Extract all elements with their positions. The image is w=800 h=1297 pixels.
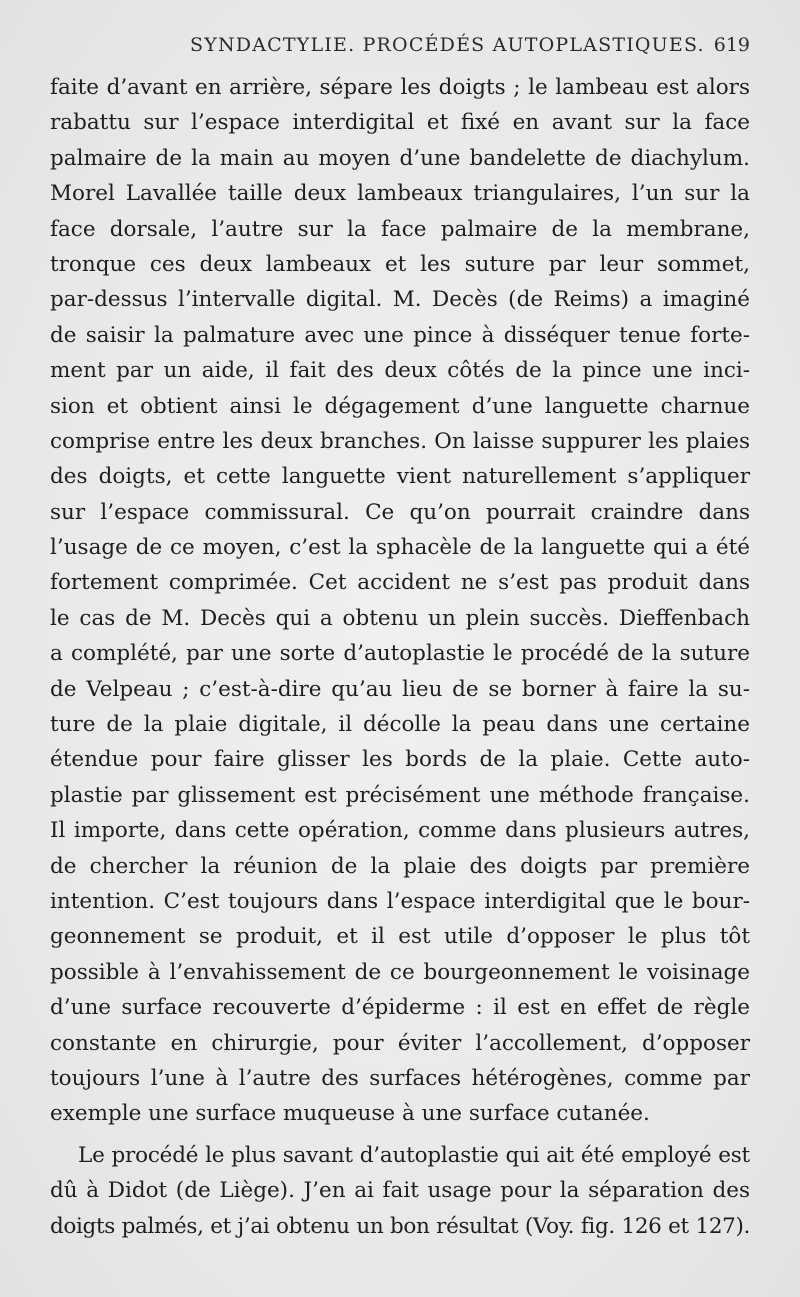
body-text: [50, 70, 750, 1244]
text-line: fortement comprimée. Cet accident ne s’est pas produit dans: [50, 570, 750, 596]
text-line: sur l’espace commissural. Ce qu’on pourrait craindre dans: [50, 499, 750, 525]
text-line: par-dessus l’intervalle digital. M. Decès (de Reims) a imaginé: [50, 287, 750, 313]
text-line: d’une surface recouverte d’épiderme : il est en effet de règle: [50, 995, 750, 1021]
text-line: le cas de M. Decès qui a obtenu un plein succès. Dieffenbach: [50, 605, 750, 631]
text-line: de chercher la réunion de la plaie des doigts par première: [50, 853, 750, 879]
text-line: étendue pour faire glisser les bords de la plaie. Cette auto-: [50, 747, 750, 773]
running-head: SYNDACTYLIE. PROCÉDÉS AUTOPLASTIQUES.: [190, 34, 705, 56]
text-line: toujours l’une à l’autre des surfaces hétérogènes, comme par: [50, 1065, 750, 1091]
text-line: de Velpeau ; c’est-à-dire qu’au lieu de se borner à faire la su-: [50, 676, 750, 702]
text-line: des doigts, et cette languette vient naturellement s’appliquer: [50, 464, 750, 490]
text-line: Le procédé le plus savant d’autoplastie qui ait été employé est: [78, 1142, 750, 1168]
text-line: comprise entre les deux branches. On laisse suppurer les plaies: [50, 428, 750, 454]
text-line: Morel Lavallée taille deux lambeaux triangulaires, l’un sur la: [50, 181, 750, 207]
text-line: ture de la plaie digitale, il décolle la peau dans une certaine: [50, 712, 750, 738]
paragraph-2: [50, 1138, 750, 1244]
paragraph-1: [50, 70, 750, 1132]
page-number: 619: [713, 34, 750, 56]
text-line: Il importe, dans cette opération, comme dans plusieurs autres,: [50, 818, 750, 844]
text-line: tronque ces deux lambeaux et les suture par leur sommet,: [50, 251, 750, 277]
text-line: de saisir la palmature avec une pince à disséquer tenue forte-: [50, 322, 750, 348]
text-line: geonnement se produit, et il est utile d’opposer le plus tôt: [50, 924, 750, 950]
text-line: a complété, par une sorte d’autoplastie le procédé de la suture: [50, 641, 750, 667]
text-line: possible à l’envahissement de ce bourgeonnement le voisinage: [50, 959, 750, 985]
text-line: plastie par glissement est précisément une méthode française.: [50, 782, 750, 808]
text-line: constante en chirurgie, pour éviter l’accollement, d’opposer: [50, 1030, 750, 1056]
text-line: l’usage de ce moyen, c’est la sphacèle de la languette qui a été: [50, 535, 750, 561]
text-line: face dorsale, l’autre sur la face palmaire de la membrane,: [50, 216, 750, 242]
text-line: palmaire de la main au moyen d’une bandelette de diachylum.: [50, 145, 750, 171]
page-header: [50, 34, 750, 62]
text-line: exemple une surface muqueuse à une surface cutanée.: [50, 1101, 650, 1127]
text-line: ment par un aide, il fait des deux côtés de la pince une inci-: [50, 358, 750, 384]
text-line: dû à Didot (de Liège). J’en ai fait usage pour la séparation des: [50, 1178, 750, 1204]
text-line: rabattu sur l’espace interdigital et fixé en avant sur la face: [50, 110, 750, 136]
text-line: doigts palmés, et j’ai obtenu un bon résultat (Voy. fig. 126 et 127).: [50, 1213, 750, 1239]
text-line: intention. C’est toujours dans l’espace interdigital que le bour-: [50, 888, 750, 914]
text-line: faite d’avant en arrière, sépare les doigts ; le lambeau est alors: [50, 75, 750, 100]
text-line: sion et obtient ainsi le dégagement d’une languette charnue: [50, 393, 750, 419]
